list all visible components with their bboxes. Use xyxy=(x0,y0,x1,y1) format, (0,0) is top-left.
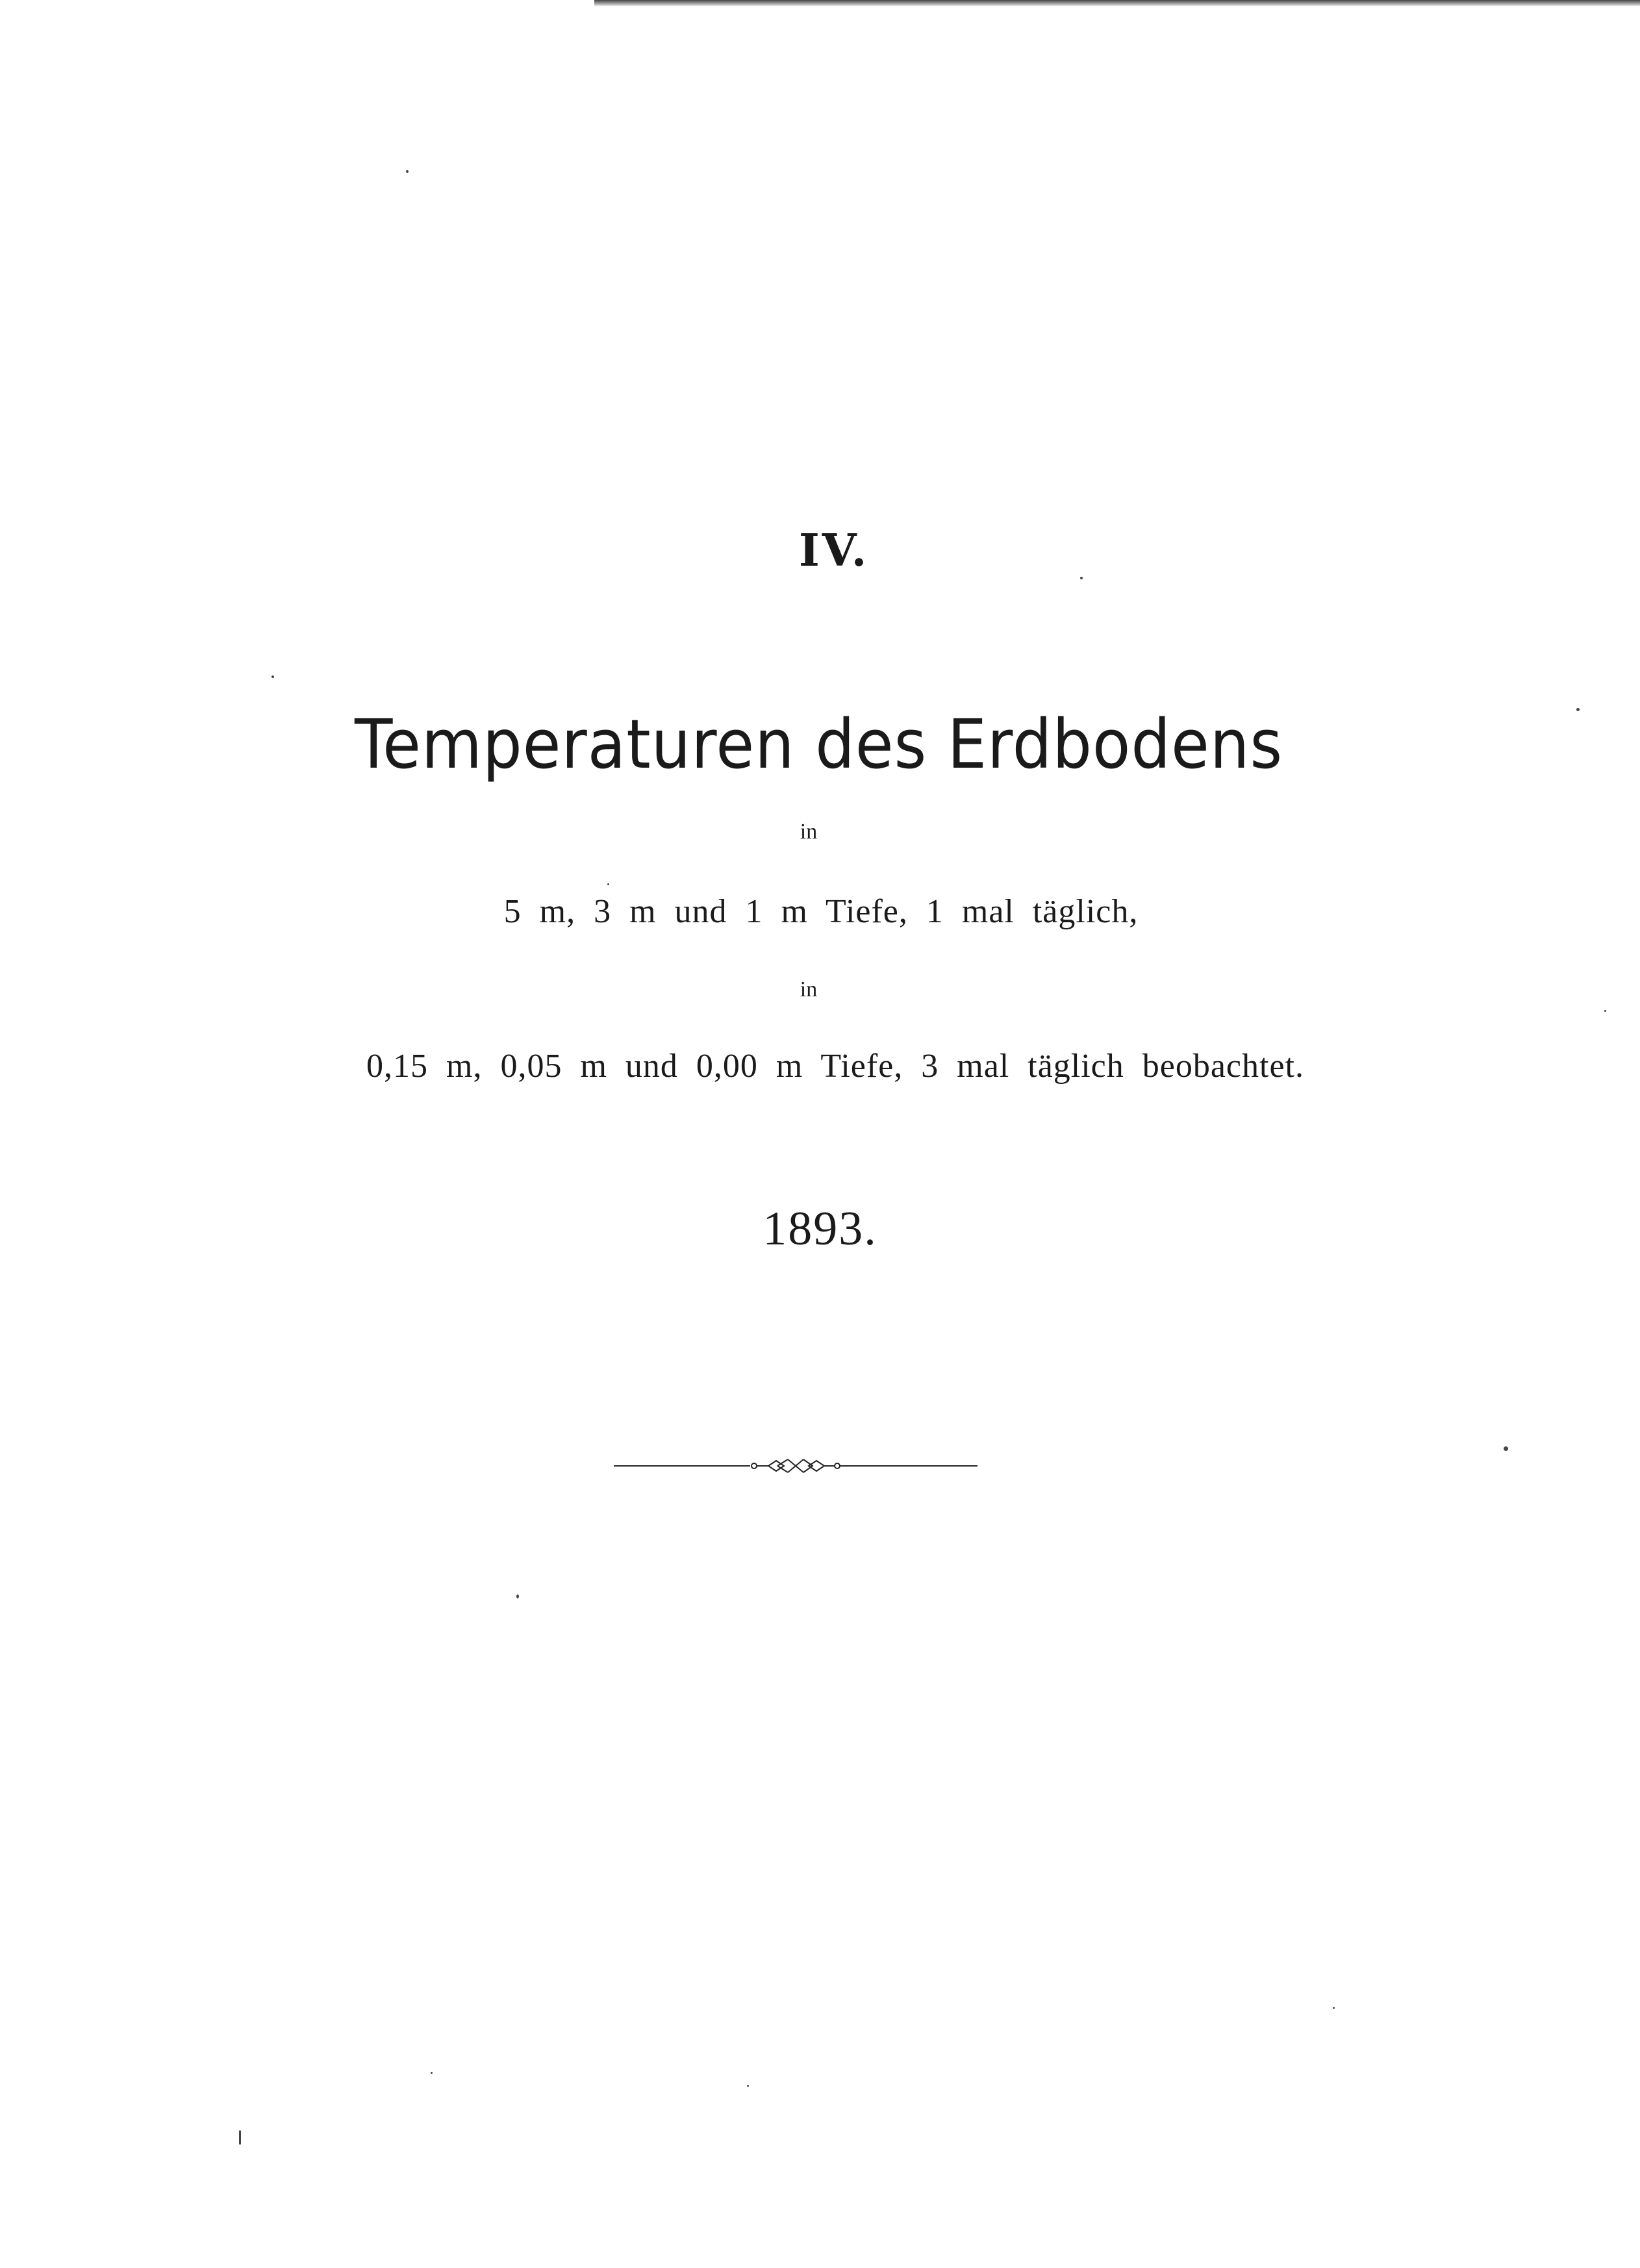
paper-speck xyxy=(747,2085,749,2087)
depth-line-1: 5 m, 3 m und 1 m Tiefe, 1 mal täglich, xyxy=(503,893,1139,930)
paper-speck xyxy=(431,2072,433,2074)
paper-speck xyxy=(1080,577,1083,579)
paper-speck xyxy=(516,1594,519,1598)
paper-speck xyxy=(271,675,274,678)
paper-speck xyxy=(406,170,409,173)
page-top-edge-shadow xyxy=(594,0,1640,6)
connector-in-1: in xyxy=(800,820,818,844)
ornamental-divider xyxy=(614,1458,978,1474)
paper-speck xyxy=(239,2130,241,2145)
depth-line-2: 0,15 m, 0,05 m und 0,00 m Tiefe, 3 mal täglich beobachtet. xyxy=(366,1048,1304,1085)
year: 1893. xyxy=(763,1202,877,1255)
paper-speck xyxy=(1576,708,1580,711)
page-title: Temperaturen des Erdbodens xyxy=(354,705,1283,784)
paper-speck xyxy=(1333,2007,1335,2009)
connector-in-2: in xyxy=(800,977,818,1002)
paper-speck xyxy=(1504,1446,1508,1451)
section-numeral: IV. xyxy=(799,525,870,577)
paper-speck xyxy=(607,883,609,885)
paper-speck xyxy=(1604,1010,1606,1012)
